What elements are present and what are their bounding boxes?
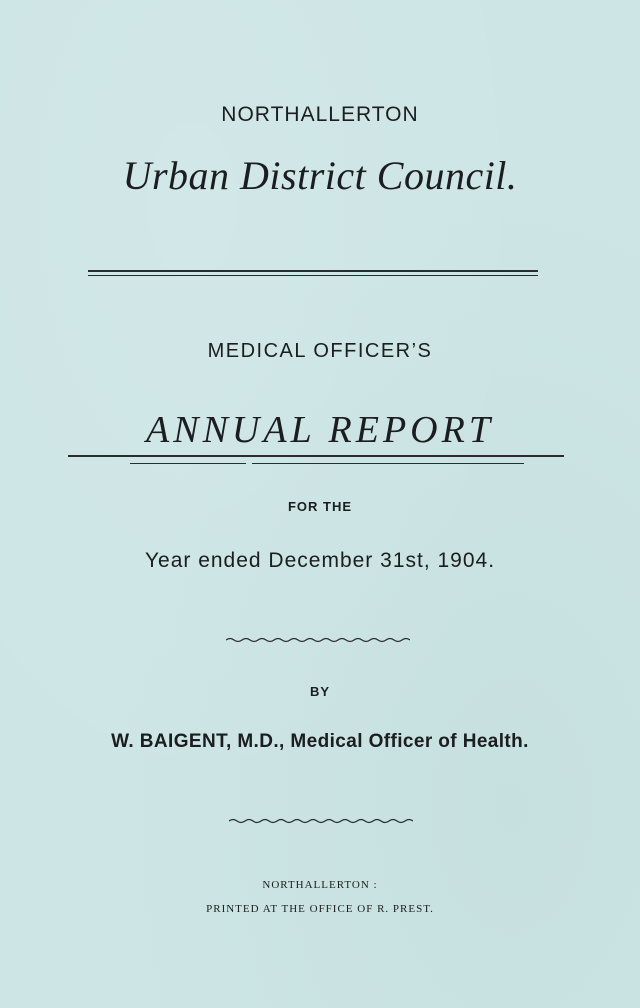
council-name: Urban District Council. [122, 153, 518, 198]
report-title: ANNUAL REPORT [146, 409, 494, 451]
title-underline-thin-right [252, 463, 524, 464]
for-the-label: FOR THE [287, 499, 353, 514]
title-underline-thick [68, 455, 564, 457]
year-line: Year ended December 31st, 1904. [144, 549, 496, 572]
wavy-rule-lower [229, 817, 413, 825]
imprint-place: NORTHALLERTON : [262, 879, 378, 891]
wavy-rule-upper [226, 636, 410, 644]
double-rule-bottom [88, 275, 538, 276]
imprint-printer: PRINTED AT THE OFFICE OF R. PREST. [206, 903, 434, 915]
town-name: NORTHALLERTON [221, 103, 419, 126]
double-rule-top [88, 270, 538, 272]
by-label: BY [309, 684, 331, 699]
author-line: W. BAIGENT, M.D., Medical Officer of Health. [111, 731, 529, 752]
report-heading: MEDICAL OFFICER’S [207, 340, 433, 362]
title-underline-thin-left [130, 463, 246, 464]
